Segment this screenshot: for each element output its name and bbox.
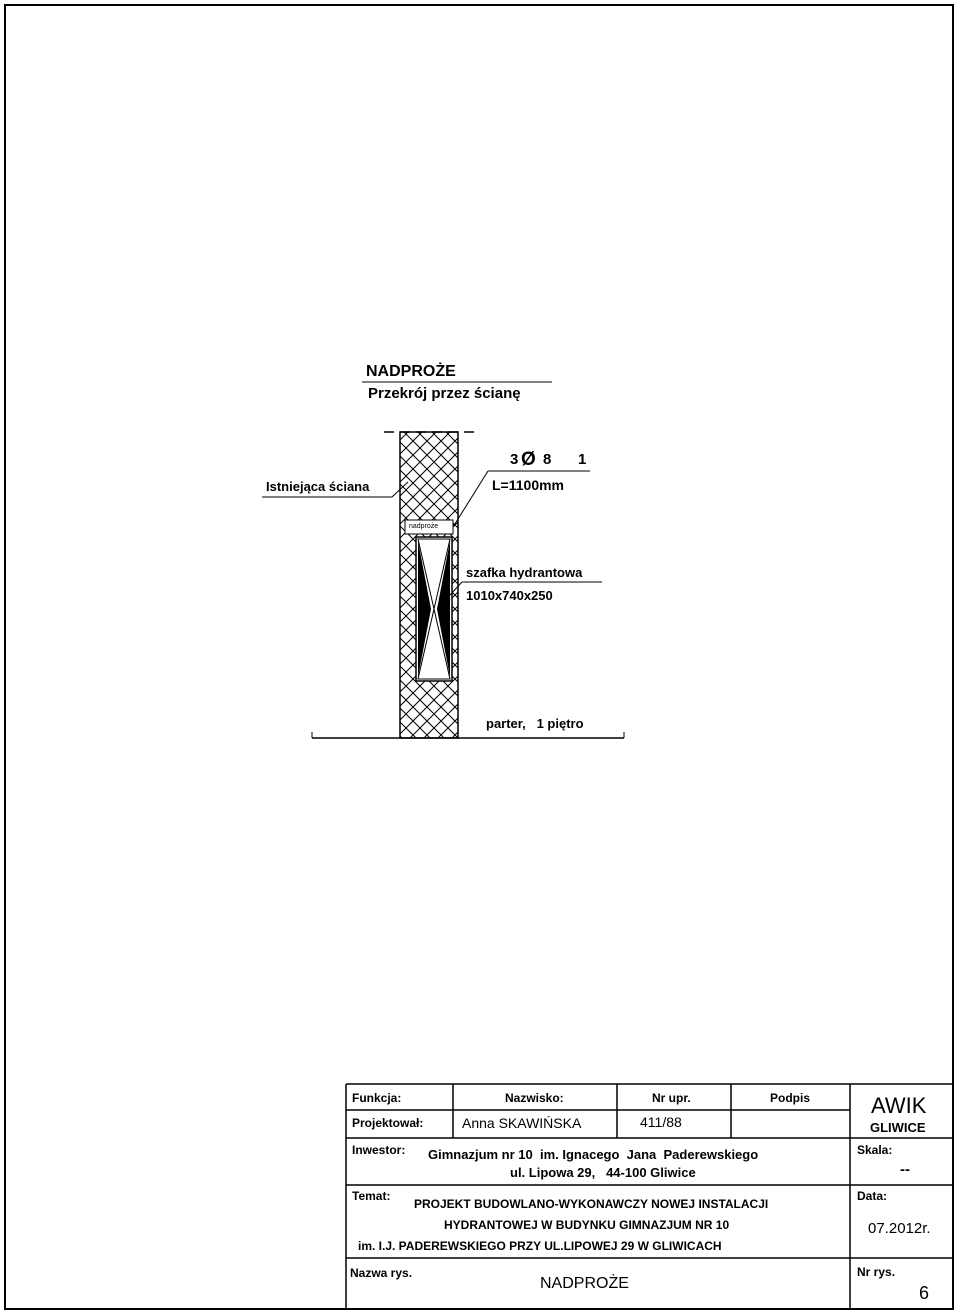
license-number: 411/88 (640, 1114, 682, 1130)
data-label: Data: (857, 1189, 888, 1203)
rebar-mark: 1 (578, 451, 587, 468)
firm-city: GLIWICE (870, 1120, 926, 1135)
podpis-header: Podpis (770, 1091, 811, 1105)
rebar-diameter: 8 (543, 451, 552, 468)
rebar-length: L=1100mm (492, 477, 564, 493)
nazwisko-header: Nazwisko: (505, 1091, 564, 1105)
temat-label: Temat: (352, 1189, 391, 1203)
nr-rys-label: Nr rys. (857, 1265, 896, 1279)
projektowal-label: Projektował: (352, 1116, 424, 1130)
rebar-diameter-symbol: Ø (521, 449, 536, 470)
existing-wall-label: Istniejąca ściana (266, 479, 370, 494)
skala-value: -- (900, 1161, 910, 1178)
skala-label: Skala: (857, 1143, 893, 1157)
firm-name: AWIK (871, 1093, 927, 1118)
data-value: 07.2012r. (868, 1220, 931, 1237)
lintel-label: nadproże (409, 523, 439, 530)
nazwa-rys-value: NADPROŻE (540, 1275, 629, 1292)
temat-line2: HYDRANTOWEJ W BUDYNKU GIMNAZJUM NR 10 (444, 1218, 730, 1232)
temat-line1: PROJEKT BUDOWLANO-WYKONAWCZY NOWEJ INSTALACJI (414, 1197, 769, 1211)
funkcja-header: Funkcja: (352, 1091, 402, 1105)
inwestor-label: Inwestor: (352, 1143, 406, 1157)
cabinet-label: szafka hydrantowa (466, 565, 583, 580)
floor-label: parter, 1 piętro (486, 716, 584, 731)
rebar-count: 3 (510, 451, 519, 468)
cabinet-dims: 1010x740x250 (466, 588, 553, 603)
nr-upr-header: Nr upr. (652, 1091, 691, 1105)
drawing-subtitle: Przekrój przez ścianę (368, 385, 521, 402)
nazwa-rys-label: Nazwa rys. (350, 1266, 413, 1280)
nr-rys-value: 6 (919, 1283, 930, 1303)
temat-line3: im. I.J. PADEREWSKIEGO PRZY UL.LIPOWEJ 29 W GLIWICACH (358, 1239, 722, 1253)
designer-name: Anna SKAWIŃSKA (462, 1115, 582, 1131)
inwestor-line2: ul. Lipowa 29, 44-100 Gliwice (510, 1165, 696, 1180)
inwestor-line1: Gimnazjum nr 10 im. Ignacego Jana Paderewskiego (428, 1147, 759, 1162)
drawing-title: NADPROŻE (366, 363, 456, 380)
